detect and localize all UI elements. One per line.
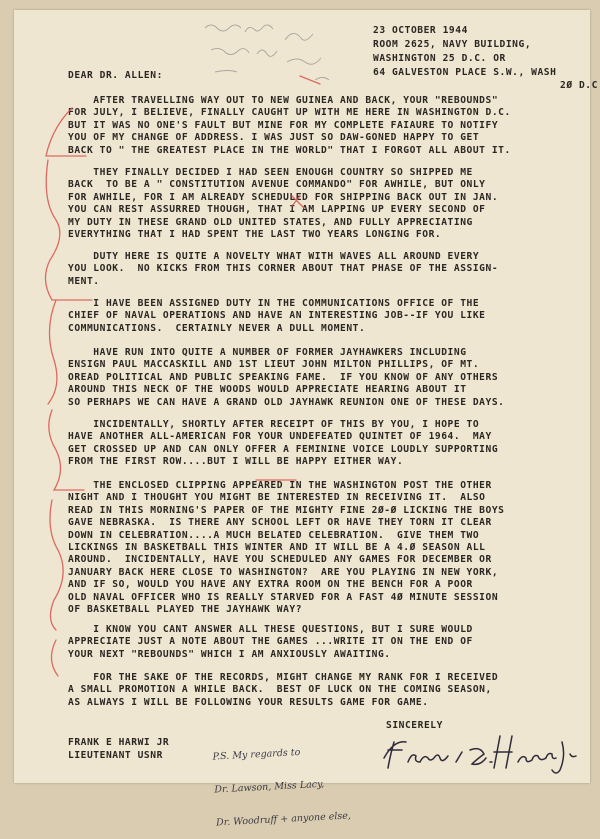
signer-name: FRANK E HARWI JR	[68, 737, 170, 748]
signer-title: LIEUTENANT USNR	[68, 750, 163, 761]
body-paragraph: FOR THE SAKE OF THE RECORDS, MIGHT CHANGE MY RANK FOR I RECEIVED A SMALL PROMOTION A WHILE BACK. BEST OF LUCK ON THE COMING SEASON, AS ALWAYS I WILL BE FOLLOWING YOUR RESULTS GAME FOR GAME.	[68, 672, 499, 708]
address-line: ROOM 2625, NAVY BUILDING,	[373, 39, 532, 50]
postscript-line: P.S. My regards to	[212, 746, 301, 763]
body-paragraph: AFTER TRAVELLING WAY OUT TO NEW GUINEA AND BACK, YOUR "REBOUNDS" FOR JULY, I BELIEVE, FINALLY CAUGHT UP WITH ME HERE IN WASHINGTON D.C. BUT IT WAS NO ONE'S FAULT BUT MINE FOR MY COMPLETE FAIAURE TO NOTIFY YOU OF MY CHANGE OF ADDRESS. I WAS JUST SO DAW-GONED HAPPY TO GET BACK TO " THE GREATEST PLACE IN THE WORLD" THAT I FORGOT ALL ABOUT IT.	[68, 95, 511, 156]
closing: SINCERELY	[386, 720, 443, 731]
body-paragraph: THE ENCLOSED CLIPPING APPEARED IN THE WASHINGTON POST THE OTHER NIGHT AND I THOUGHT YOU MIGHT BE INTERESTED IN RECEIVING IT. ALSO READ IN THIS MORNING'S PAPER OF THE MIGHTY FINE 2Ø-Ø LICKING THE BOYS GAVE NEBRASKA. IS THERE ANY SCHOOL LEFT OR HAVE THEY TORN IT CLEAR DOWN IN CELEBRATION....A MUCH BELATED CELEBRATION. GIVE THEM TWO LICKINGS IN BASKETBALL THIS WINTER AND IT WILL BE A 4.Ø SEASON ALL AROUND. INCIDENTALLY, HAVE YOU SCHEDULED ANY GAMES FOR DECEMBER OR JANUARY BACK HERE CLOSE TO WASHINGTON? ARE YOU PLAYING IN NEW YORK, AND IF SO, WOULD YOU HAVE ANY EXTRA ROOM ON THE BENCH FOR A POOR OLD NAVAL OFFICER WHO IS REALLY STARVED FOR A FAST 4Ø MINUTE SESSION OF BASKETBALL PLAYED THE JAYHAWK WAY?	[68, 480, 505, 616]
postscript-line: Dr. Woodruff + anyone else,	[215, 810, 352, 829]
body-paragraph: THEY FINALLY DECIDED I HAD SEEN ENOUGH COUNTRY SO SHIPPED ME BACK TO BE A " CONSTITUTION AVENUE COMMANDO" FOR AWHILE, BUT ONLY FOR AWHILE, FOR I AM ALREADY SCHEDULED FOR SHIPPING BACK OUT IN JAN. YOU CAN REST ASSURRED THOUGH, THAT I AM LAPPING UP EVERY SECOND OF MY DUTY IN THESE GRAND OLD UNITED STATES, AND FULLY APPRECIATING EVERYTHING THAT I HAD SPENT THE LAST TWO YEARS LONGING FOR.	[68, 167, 499, 241]
handwritten-postscript	[211, 723, 352, 839]
body-paragraph: HAVE RUN INTO QUITE A NUMBER OF FORMER JAYHAWKERS INCLUDING ENSIGN PAUL MACCASKILL AND 1ST LIEUT JOHN MILTON PHILLIPS, OF MT. OREAD POLITICAL AND PUBLIC SPEAKING FAME. IF YOU KNOW OF ANY OTHERS AROUND THIS NECK OF THE WOODS WOULD APPRECIATE HEARING ABOUT IT SO PERHAPS WE CAN HAVE A GRAND OLD JAYHAWK REUNION ONE OF THESE DAYS.	[68, 347, 505, 408]
body-paragraph: INCIDENTALLY, SHORTLY AFTER RECEIPT OF THIS BY YOU, I HOPE TO HAVE ANOTHER ALL-AMERICAN FOR YOUR UNDEFEATED QUINTET OF 1964. MAY GET CROSSED UP AND CAN ONLY OFFER A FEMININE VOICE LOUDLY SUPPORTING FROM THE FIRST ROW....BUT I WILL BE HAPPY EITHER WAY.	[68, 419, 499, 468]
body-paragraph: I HAVE BEEN ASSIGNED DUTY IN THE COMMUNICATIONS OFFICE OF THE CHIEF OF NAVAL OPERATIONS AND HAVE AN INTERESTING JOB--IF YOU LIKE COMMUNICATIONS. CERTAINLY NEVER A DULL MOMENT.	[68, 298, 486, 334]
pencil-notes	[195, 10, 355, 90]
postscript-line: Dr. Lawson, Miss Lacy,	[214, 778, 325, 796]
address-line: WASHINGTON 25 D.C. OR	[373, 53, 506, 64]
address-line: 64 GALVESTON PLACE S.W., WASH	[373, 67, 557, 78]
letter-date: 23 OCTOBER 1944	[373, 25, 468, 36]
handwritten-signature	[378, 728, 578, 778]
salutation: DEAR DR. ALLEN:	[68, 70, 163, 81]
address-line: 2Ø D.C	[560, 80, 598, 91]
body-paragraph: DUTY HERE IS QUITE A NOVELTY WHAT WITH WAVES ALL AROUND EVERY YOU LOOK. NO KICKS FROM THIS CORNER ABOUT THAT PHASE OF THE ASSIGN- MENT.	[68, 251, 499, 287]
body-paragraph: I KNOW YOU CANT ANSWER ALL THESE QUESTIONS, BUT I SURE WOULD APPRECIATE JUST A NOTE ABOUT THE GAMES ...WRITE IT ON THE END OF YOUR NEXT "REBOUNDS" WHICH I AM ANXIOUSLY AWAITING.	[68, 624, 473, 660]
